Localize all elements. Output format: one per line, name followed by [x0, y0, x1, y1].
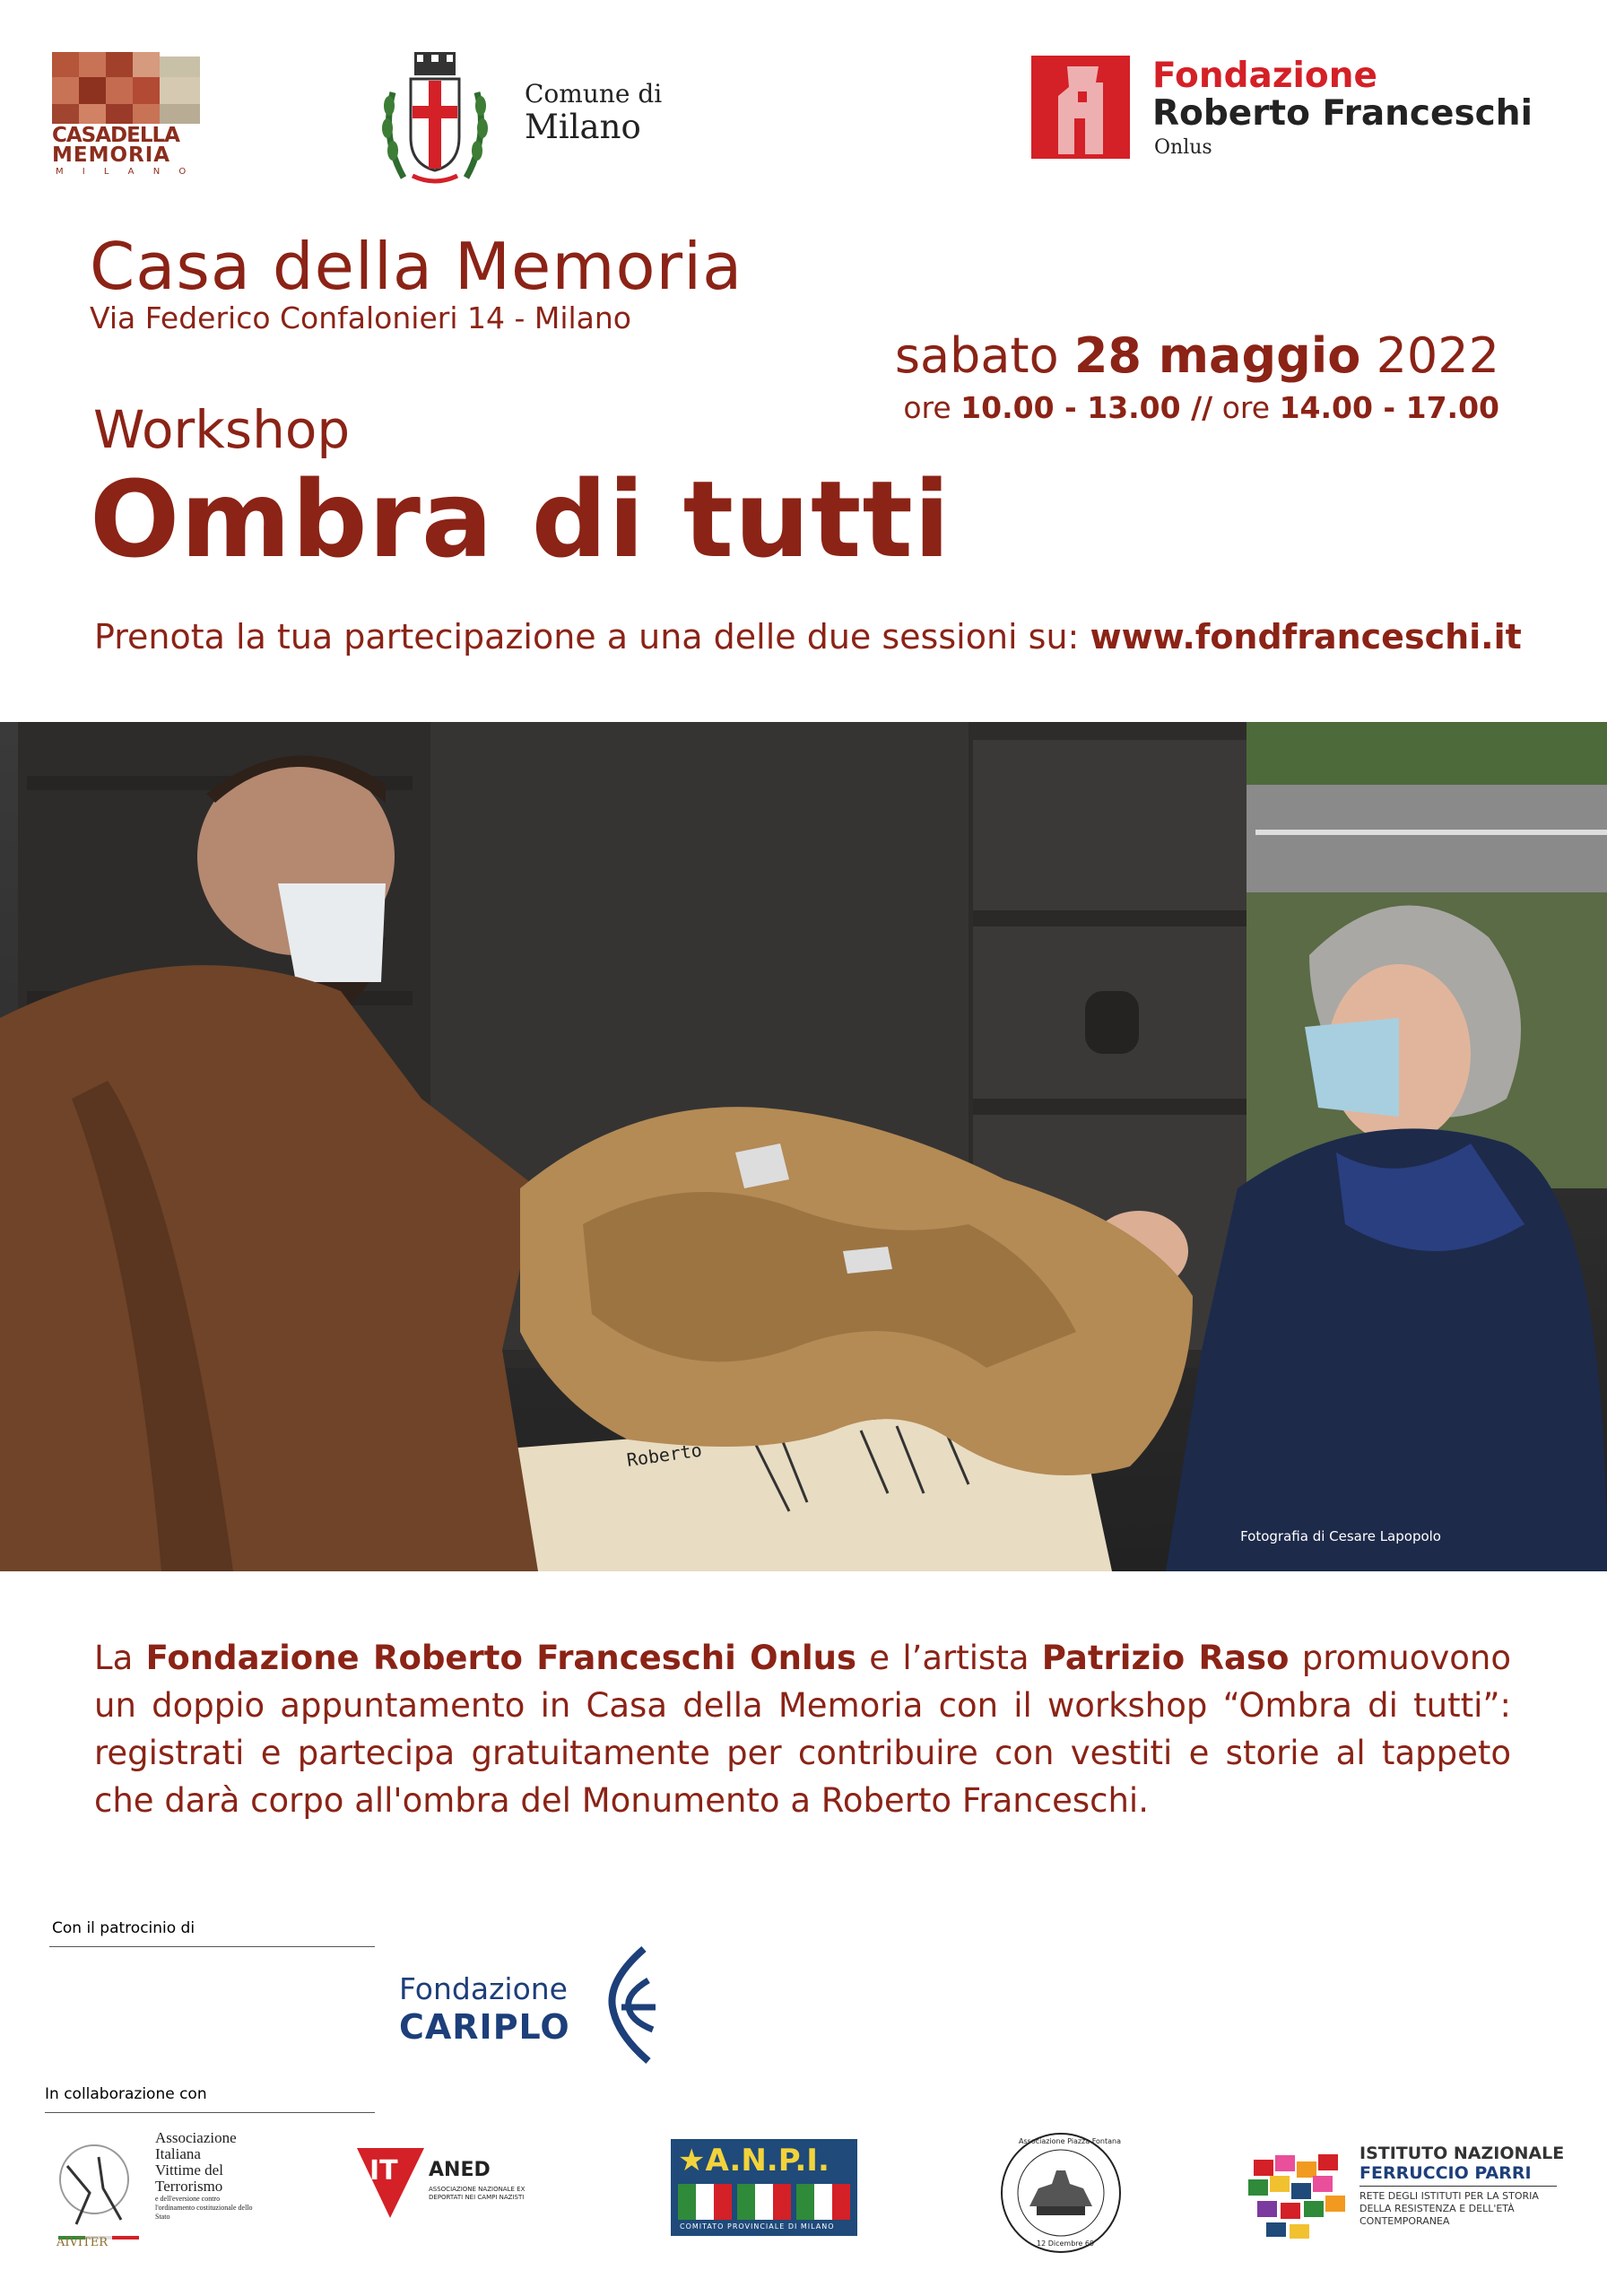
time-prefix-1: ore: [903, 390, 951, 425]
patronage-divider: [49, 1946, 375, 1947]
photo-credit: Fotografia di Cesare Lapopolo: [1240, 1528, 1441, 1544]
event-year: 2022: [1376, 327, 1499, 384]
anpi-name: ★A.N.P.I.: [678, 2143, 830, 2179]
fondazione-cariplo-logo: [399, 1944, 668, 2066]
patronage-label: Con il patrocinio di: [52, 1919, 195, 1937]
cariplo-symbol-icon: [604, 1944, 657, 2066]
photo-paper-label: Roberto: [625, 1439, 704, 1471]
event-times: [903, 390, 1499, 425]
aiviter-logo: [49, 2130, 256, 2256]
fontana-bottom: 12 Dicembre 69: [1037, 2239, 1095, 2248]
piazza-fontana-seal-icon: [994, 2130, 1128, 2256]
parri-line2: FERRUCCIO PARRI: [1359, 2163, 1532, 2183]
anpi-flags-icon: [678, 2184, 850, 2220]
franceschi-line2: Roberto Franceschi: [1152, 93, 1533, 134]
desc-artist: Patrizio Raso: [1041, 1639, 1290, 1677]
aiviter-line1: Associazione: [155, 2129, 237, 2146]
aned-name: ANED: [429, 2159, 491, 2181]
casa-logo-line3: M I L A N O: [56, 167, 195, 177]
parri-mosaic-icon: [1245, 2151, 1352, 2240]
aiviter-small: e dell'eversione contro l'ordinamento costituzionale dello Stato: [155, 2195, 253, 2221]
desc-part2: e l’artista: [869, 1639, 1029, 1677]
aned-logo: [357, 2148, 536, 2229]
cariplo-line1: Fondazione: [399, 1971, 568, 2006]
milano-coat-of-arms-icon: [377, 52, 493, 187]
piazza-fontana-logo: [994, 2130, 1128, 2256]
event-date: [895, 327, 1499, 384]
event-date-main: 28 maggio: [1073, 327, 1361, 384]
desc-part1: La: [94, 1639, 134, 1677]
comune-milano-logo: [377, 52, 673, 187]
workshop-label: Workshop: [93, 399, 351, 460]
comune-line1: Comune di: [525, 79, 663, 109]
time-session-1: 10.00 - 13.00 //: [960, 390, 1213, 425]
event-description: [94, 1634, 1511, 1824]
booking-line: [94, 617, 1522, 657]
casa-della-memoria-logo: [52, 52, 203, 182]
franceschi-monument-icon: [1031, 56, 1130, 159]
fondazione-franceschi-logo: [1031, 56, 1551, 163]
venue-address: Via Federico Confalonieri 14 - Milano: [90, 300, 631, 335]
workshop-title: Ombra di tutti: [90, 457, 951, 581]
aned-short: IT: [369, 2155, 398, 2187]
parri-line3: RETE DEGLI ISTITUTI PER LA STORIA: [1359, 2190, 1539, 2202]
parri-line4: DELLA RESISTENZA E DELL'ETÀ: [1359, 2203, 1515, 2214]
event-day: sabato: [894, 327, 1059, 384]
collaboration-divider: [45, 2112, 375, 2113]
parri-line1: ISTITUTO NAZIONALE: [1359, 2144, 1565, 2163]
anpi-sub: COMITATO PROVINCIALE DI MILANO: [680, 2222, 835, 2231]
coat-workshop-photo-illustration: [0, 722, 1607, 1571]
aned-sub: ASSOCIAZIONE NAZIONALE EX DEPORTATI NEI CAMPI NAZISTI: [429, 2186, 526, 2201]
aiviter-emblem-icon: [49, 2139, 139, 2247]
time-session-2: 14.00 - 17.00: [1279, 390, 1499, 425]
parri-line5: CONTEMPORANEA: [1359, 2215, 1450, 2227]
franceschi-line3: Onlus: [1154, 136, 1212, 159]
aiviter-line4: Terrorismo: [155, 2178, 223, 2195]
comune-line2: Milano: [525, 108, 641, 146]
desc-part3: promuovono un doppio appuntamento in Casa della Memoria con il workshop “Ombra di tutti”: registrati e partecipa gratuitamente per contribuire con vestiti e storie al tappeto che darà corpo all'ombra del Monumento a Roberto Franceschi.: [94, 1639, 1511, 1820]
time-prefix-2: ore: [1221, 390, 1271, 425]
cariplo-line2: CARIPLO: [399, 2007, 570, 2047]
fontana-top: Associazione Piazza Fontana: [1019, 2137, 1121, 2145]
venue-title: Casa della Memoria: [90, 229, 743, 304]
franceschi-line1: Fondazione: [1152, 56, 1377, 96]
collaboration-label: In collaborazione con: [45, 2085, 207, 2103]
booking-url-link[interactable]: www.fondfranceschi.it: [1090, 617, 1522, 657]
aiviter-name: AIVITER: [56, 2236, 108, 2249]
aiviter-line2: Italiana: [155, 2145, 201, 2162]
casa-logo-line1: CASADELLA: [52, 124, 179, 147]
parri-divider: [1359, 2186, 1557, 2187]
desc-org: Fondazione Roberto Franceschi Onlus: [145, 1639, 856, 1677]
casa-logo-line2: MEMORIA: [52, 144, 171, 167]
workshop-photo: [0, 722, 1607, 1571]
booking-text: Prenota la tua partecipazione a una delle due sessioni su:: [94, 617, 1080, 657]
aiviter-line3: Vittime del: [155, 2161, 223, 2179]
anpi-logo: [671, 2139, 857, 2236]
istituto-parri-logo: [1245, 2144, 1565, 2251]
